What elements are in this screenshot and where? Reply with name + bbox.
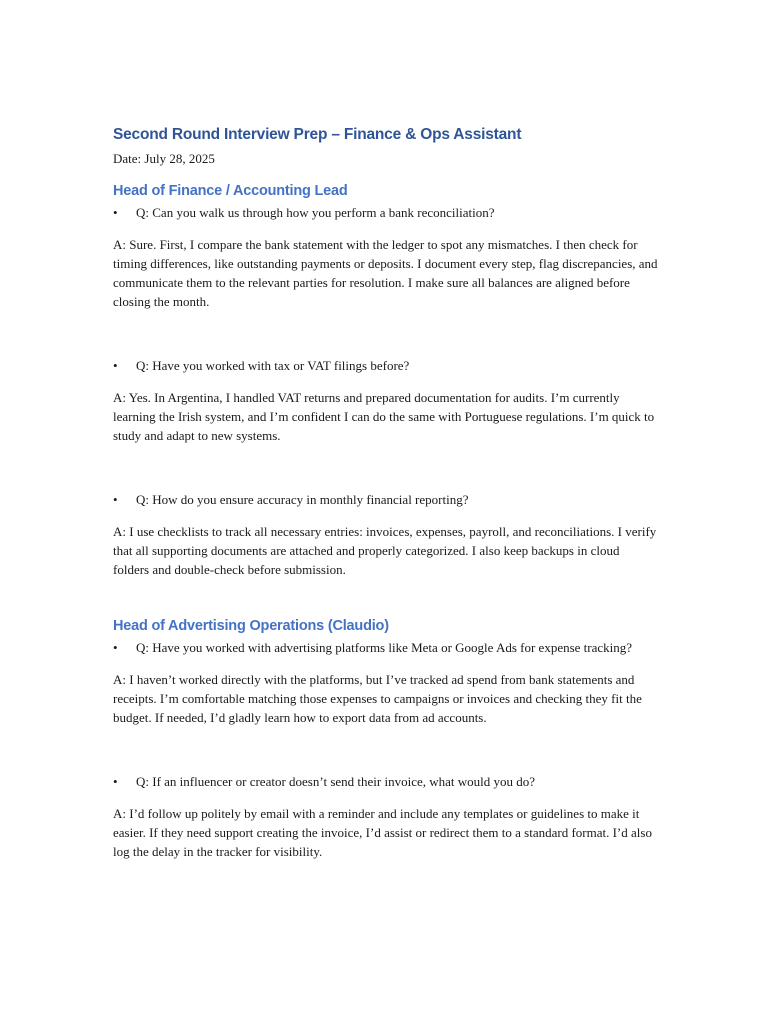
bullet-icon: •	[113, 492, 118, 507]
answer-text: A: I use checklists to track all necessary entries: invoices, expenses, payroll, and reconciliations. I verify that all supporting documents are attached and properly categorized. I also keep backups in cloud folders and double-check before submission.	[113, 524, 657, 577]
bullet-icon: •	[113, 205, 118, 220]
answer-text: A: Sure. First, I compare the bank statement with the ledger to spot any mismatches. I then check for timing differences, like outstanding payments or deposits. I document every step, flag discrepancies, and communicate them to the relevant parties for resolution. I make sure all balances are aligned before closing the month.	[113, 237, 658, 309]
question-item	[113, 490, 658, 509]
question-text: Q: Have you worked with tax or VAT filings before?	[136, 358, 410, 373]
answer-text: A: I’d follow up politely by email with a reminder and include any templates or guidelines to make it easier. If they need support creating the invoice, I’d assist or redirect them to a standard format. I’d also log the delay in the tracker for visibility.	[113, 806, 652, 859]
document-page	[113, 124, 658, 861]
spacer	[113, 311, 658, 356]
qa-list-advertising	[113, 638, 658, 861]
document-date: Date: July 28, 2025	[113, 151, 215, 166]
section-heading-finance: Head of Finance / Accounting Lead	[113, 183, 348, 199]
qa-list-finance	[113, 203, 658, 579]
section-heading-advertising: Head of Advertising Operations (Claudio)	[113, 618, 389, 634]
spacer	[113, 445, 658, 490]
spacer	[113, 727, 658, 772]
question-item	[113, 638, 658, 657]
question-item	[113, 772, 658, 791]
question-text: Q: Have you worked with advertising platforms like Meta or Google Ads for expense tracking?	[136, 640, 633, 655]
answer-text: A: I haven’t worked directly with the platforms, but I’ve tracked ad spend from bank statements and receipts. I’m comfortable matching those expenses to campaigns or invoices and checking they fit the budget. If needed, I’d gladly learn how to export data from ad accounts.	[113, 672, 642, 725]
bullet-icon: •	[113, 774, 118, 789]
bullet-icon: •	[113, 358, 118, 373]
question-text: Q: Can you walk us through how you perform a bank reconciliation?	[136, 205, 495, 220]
answer-text: A: Yes. In Argentina, I handled VAT returns and prepared documentation for audits. I’m currently learning the Irish system, and I’m confident I can do the same with Portuguese regulations. I’m quick to study and adapt to new systems.	[113, 390, 655, 443]
question-item	[113, 356, 658, 375]
question-text: Q: How do you ensure accuracy in monthly financial reporting?	[136, 492, 469, 507]
bullet-icon: •	[113, 640, 118, 655]
question-text: Q: If an influencer or creator doesn’t send their invoice, what would you do?	[136, 774, 536, 789]
question-item	[113, 203, 658, 222]
document-title: Second Round Interview Prep – Finance & Ops Assistant	[113, 126, 522, 143]
